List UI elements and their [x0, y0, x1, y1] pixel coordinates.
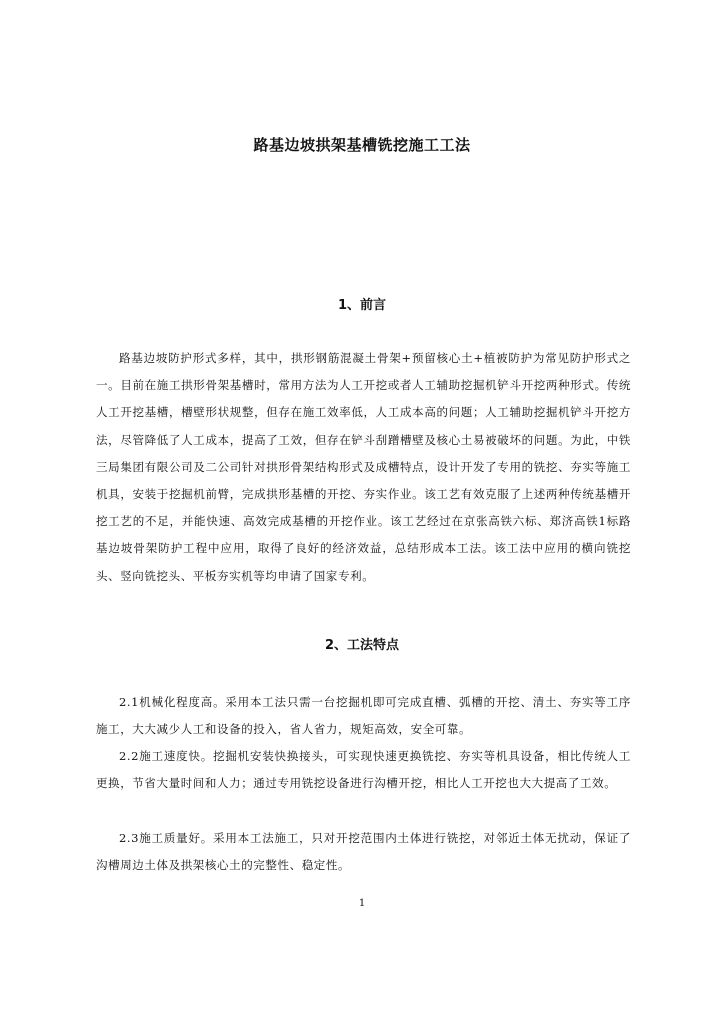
page-number: 1 [358, 898, 366, 909]
feature-paragraph-2-1: 2.1机械化程度高。采用本工法只需一台挖掘机即可完成直槽、弧槽的开挖、清土、夯实等工序施工，大大减少人工和设备的投入，省人省力，规矩高效，安全可靠。 [96, 695, 631, 737]
feature-paragraph-2-2: 2.2施工速度快。挖掘机安装快换接头，可实现快速更换铣挖、夯实等机具设备，相比传统人工更换，节省大量时间和人力；通过专用铣挖设备进行沟槽开挖，相比人工开挖也大大提高了工效。 [96, 749, 631, 791]
section-heading-features: 2、工法特点 [324, 638, 400, 653]
feature-paragraph-2-3: 2.3施工质量好。采用本工法施工，只对开挖范围内土体进行铣挖，对邻近土体无扰动，保证了沟槽周边土体及拱架核心土的完整性、稳定性。 [96, 831, 631, 873]
document-title: 路基边坡拱架基槽铣挖施工工法 [253, 136, 471, 154]
section-heading-preface: 1、前言 [337, 298, 387, 313]
preface-paragraph: 路基边坡防护形式多样，其中，拱形钢筋混凝土骨架+预留核心土+植被防护为常见防护形式之一。目前在施工拱形骨架基槽时，常用方法为人工开挖或者人工辅助挖掘机铲斗开挖两种形式。传统人工开挖基槽，槽壁形状规整，但存在施工效率低，人工成本高的问题；人工辅助挖掘机铲斗开挖方法，尽管降低了人工成本，提高了工效，但存在铲斗刮蹭槽壁及核心土易被破坏的问题。为此，中铁三局集团有限公司及二公司针对拱形骨架结构形式及成槽特点，设计开发了专用的铣挖、夯实等施工机具，安装于挖掘机前臂，完成拱形基槽的开挖、夯实作业。该工艺有效克服了上述两种传统基槽开挖工艺的不足，并能快速、高效完成基槽的开挖作业。该工艺经过在京张高铁六标、郑济高铁1标路基边坡骨架防护工程中应用，取得了良好的经济效益，总结形成本工法。该工法中应用的横向铣挖头、竖向铣挖头、平板夯实机等均申请了国家专利。 [96, 351, 631, 583]
